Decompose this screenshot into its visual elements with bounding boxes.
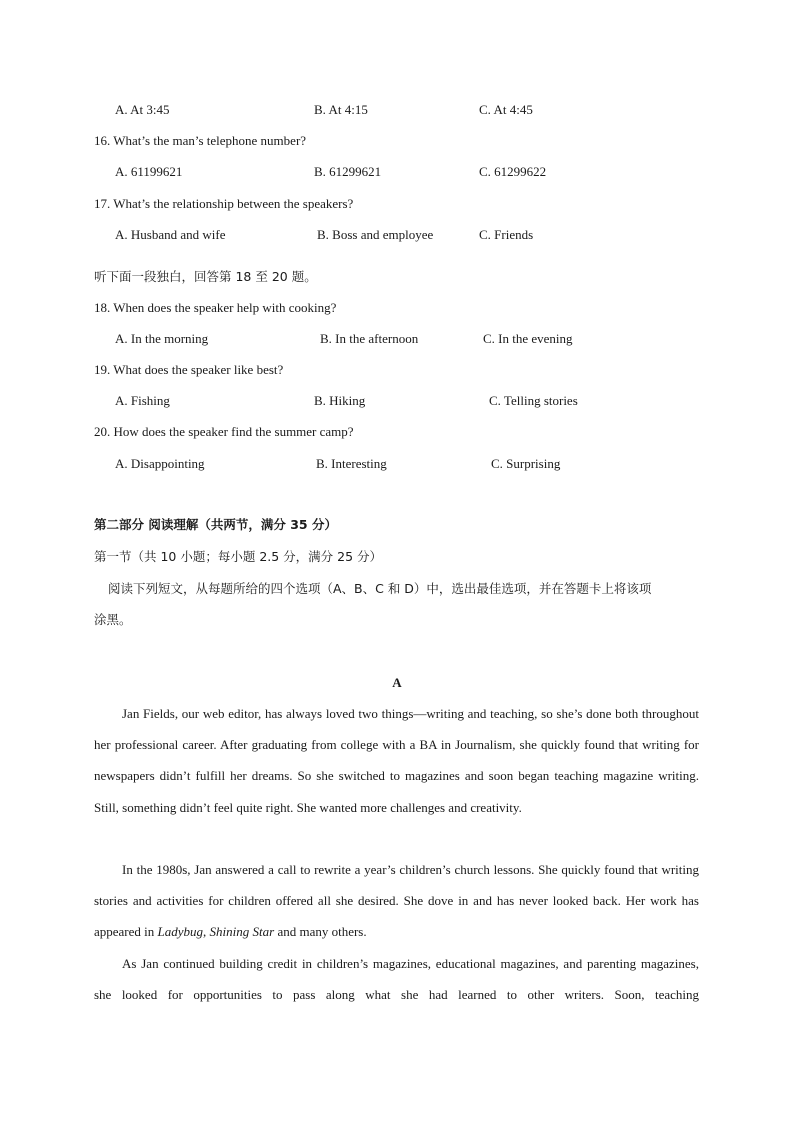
magazine-title-shining-star: Shining Star [209, 924, 275, 940]
q19-option-a: A. Fishing [115, 393, 170, 408]
question-16: 16. What’s the man’s telephone number? [94, 133, 307, 148]
q15-option-b: B. At 4:15 [314, 102, 368, 117]
reading-instruction-line1: 阅读下列短文，从每题所给的四个选项（A、B、C 和 D）中，选出最佳选项，并在答题卡上将该项 [108, 581, 652, 596]
part2-title: 第二部分 阅读理解（共两节，满分 35 分） [94, 517, 337, 532]
title-separator: , [203, 924, 210, 940]
magazine-title-ladybug: Ladybug [157, 924, 204, 940]
question-20: 20. How does the speaker find the summer camp? [94, 424, 354, 439]
section1-title: 第一节（共 10 小题；每小题 2.5 分，满分 25 分） [94, 549, 383, 564]
q18-option-b: B. In the afternoon [320, 331, 419, 346]
q15-option-a: A. At 3:45 [115, 102, 170, 117]
passage-paragraph-3: As Jan continued building credit in children’s magazines, educational magazines, and parenting magazines, she looked for opportunities to pass along what she had learned to other writers. Soon, teaching [94, 956, 699, 1003]
passage-paragraph-2 [94, 854, 699, 948]
q17-option-a: A. Husband and wife [115, 227, 226, 242]
q19-option-c: C. Telling stories [489, 393, 578, 408]
q18-option-a: A. In the morning [115, 331, 209, 346]
paragraph-2-text: In the 1980s, Jan answered a call to rewrite a year’s children’s church lessons. She quickly found that writing stories and activities for children offered all she desired. She dove in and has never looked back. Her work has appeared in [94, 862, 699, 940]
monologue-instruction: 听下面一段独白，回答第 18 至 20 题。 [94, 269, 317, 284]
q16-option-c: C. 61299622 [479, 164, 547, 179]
q18-option-c: C. In the evening [483, 331, 573, 346]
q17-option-b: B. Boss and employee [317, 227, 434, 242]
q17-option-c: C. Friends [479, 227, 534, 242]
reading-instruction-line2: 涂黑。 [94, 612, 132, 627]
question-19: 19. What does the speaker like best? [94, 362, 284, 377]
q20-option-a: A. Disappointing [115, 456, 205, 471]
passage-label: A [392, 675, 402, 690]
question-18: 18. When does the speaker help with cooking? [94, 300, 337, 315]
q15-option-c: C. At 4:45 [479, 102, 533, 117]
passage-paragraph-1: Jan Fields, our web editor, has always loved two things—writing and teaching, so she’s done both throughout her professional career. After graduating from college with a BA in Journalism, she quickly found that writing for newspapers didn’t fulfill her dreams. So she switched to magazines and soon began teaching magazine writing. Still, something didn’t feel quite right. She wanted more challenges and creativity. [94, 706, 699, 815]
q20-option-b: B. Interesting [316, 456, 387, 471]
question-17: 17. What’s the relationship between the speakers? [94, 196, 354, 211]
paragraph-2-ending: and many others. [274, 924, 367, 940]
q19-option-b: B. Hiking [314, 393, 366, 408]
q16-option-a: A. 61199621 [115, 164, 183, 179]
q16-option-b: B. 61299621 [314, 164, 382, 179]
q20-option-c: C. Surprising [491, 456, 561, 471]
